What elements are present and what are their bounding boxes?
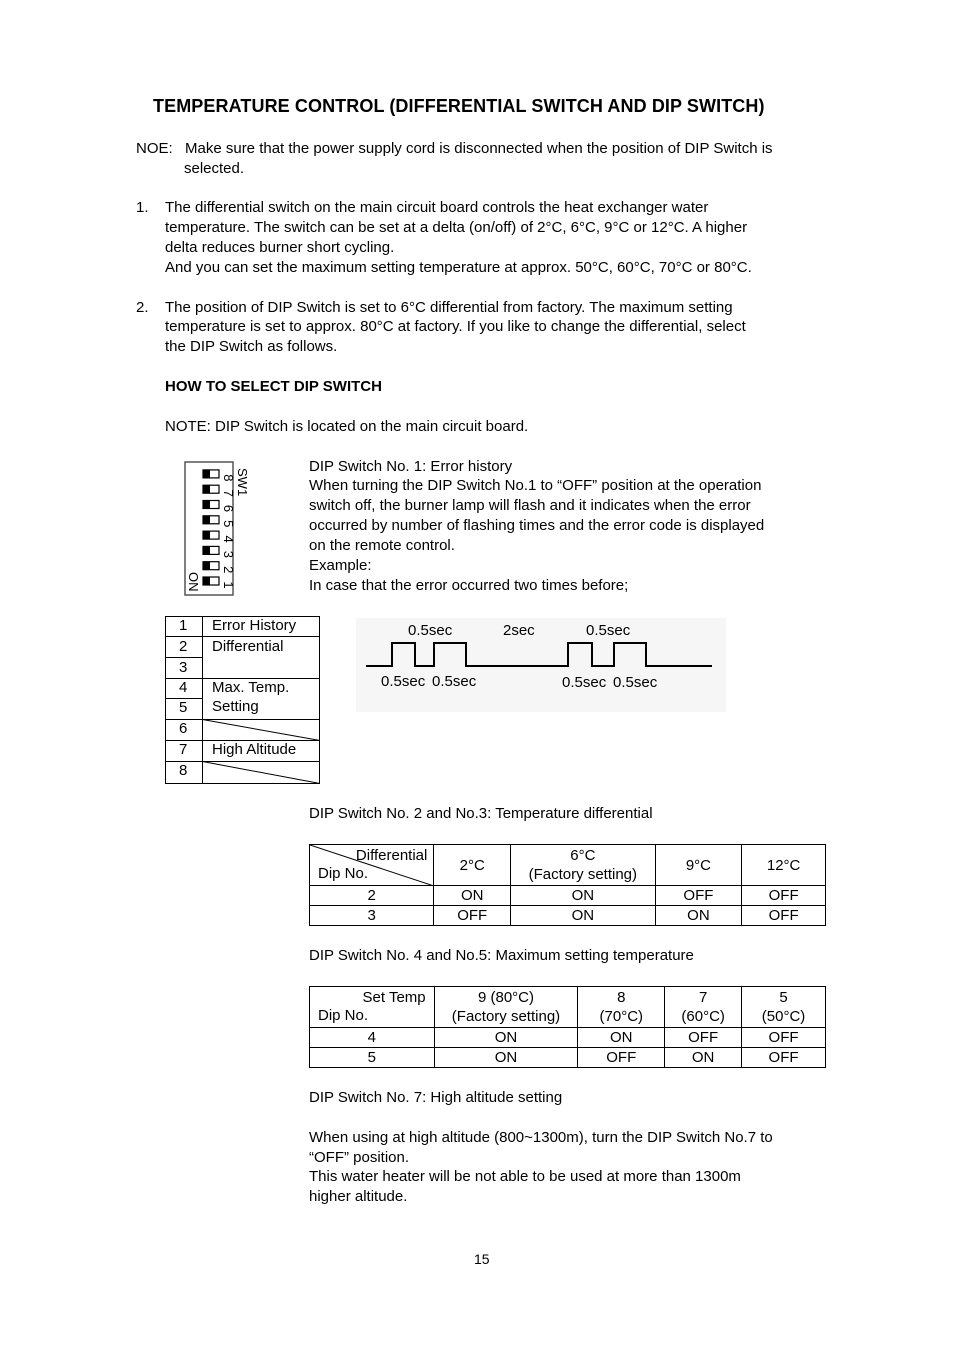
table-cell: OFF — [742, 1028, 826, 1048]
corner-cell — [310, 845, 434, 886]
table-cell: OFF — [742, 906, 826, 926]
note-text-line: selected. — [184, 160, 245, 177]
dip-switch-knob — [203, 470, 210, 478]
corner-header: Set Temp — [362, 989, 426, 1006]
function-number: 8 — [179, 762, 188, 779]
dip-switch-knob — [203, 516, 210, 524]
paragraph-line: the DIP Switch as follows. — [165, 338, 338, 355]
timing-label: 0.5sec — [432, 673, 477, 690]
table-cell: ON — [665, 1048, 742, 1068]
paragraph-line: When using at high altitude (800~1300m), turn the DIP Switch No.7 to — [309, 1129, 773, 1146]
page-number: 15 — [474, 1251, 490, 1267]
dip-switch-knob — [203, 501, 210, 509]
paragraph-line: And you can set the maximum setting temperature at approx. 50°C, 60°C, 70°C or 80°C. — [165, 259, 752, 276]
dip-number-cell: 5 — [310, 1048, 435, 1068]
paragraph-line: occurred by number of flashing times and the error code is displayed — [309, 517, 765, 534]
paragraph-line: The differential switch on the main circuit board controls the heat exchanger water — [165, 199, 709, 216]
page-title: TEMPERATURE CONTROL (DIFFERENTIAL SWITCH AND DIP SWITCH) — [153, 96, 765, 116]
function-label: High Altitude — [212, 741, 297, 758]
column-header: 5 (50°C) — [742, 987, 826, 1028]
paragraph-line: Example: — [309, 557, 372, 574]
timing-label: 0.5sec — [408, 622, 453, 639]
dip-switch-knob — [203, 485, 210, 493]
on-label: ON — [186, 572, 201, 592]
table-cell: ON — [511, 886, 656, 906]
table-cell: ON — [655, 906, 742, 926]
column-header: 2°C — [434, 845, 511, 886]
paragraph-line: on the remote control. — [309, 537, 455, 554]
table-cell: OFF — [578, 1048, 665, 1068]
column-header: 8 (70°C) — [578, 987, 665, 1028]
max-temp-heading: DIP Switch No. 4 and No.5: Maximum setting temperature — [309, 947, 694, 964]
function-number: 6 — [179, 720, 188, 737]
table-row — [310, 906, 826, 926]
paragraph-line: When turning the DIP Switch No.1 to “OFF” position at the operation — [309, 477, 762, 494]
table-cell: ON — [434, 1028, 578, 1048]
dip-switch-number: 2 — [221, 566, 236, 574]
paragraph-line: delta reduces burner short cycling. — [165, 239, 395, 256]
function-number: 7 — [179, 741, 188, 758]
corner-cell — [310, 987, 435, 1028]
paragraph-line: The position of DIP Switch is set to 6°C differential from factory. The maximum setting — [165, 299, 733, 316]
function-number: 3 — [179, 659, 188, 676]
note-label: NOE: — [136, 140, 173, 157]
dip-switch-knob — [203, 546, 210, 554]
column-header: 12°C — [742, 845, 826, 886]
function-label: Setting — [212, 698, 259, 715]
sw1-label: SW1 — [235, 468, 250, 497]
differential-heading: DIP Switch No. 2 and No.3: Temperature differential — [309, 805, 653, 822]
table-cell: OFF — [742, 1048, 826, 1068]
paragraph-line: higher altitude. — [309, 1188, 408, 1205]
dip-switch-number: 7 — [221, 489, 236, 497]
dip-number-cell: 3 — [310, 906, 434, 926]
column-header: 9 (80°C) (Factory setting) — [434, 987, 578, 1028]
table-cell: OFF — [665, 1028, 742, 1048]
item-number: 2. — [136, 299, 149, 316]
paragraph-line: In case that the error occurred two times before; — [309, 577, 629, 594]
flash-timing-diagram — [356, 618, 726, 712]
dip-switch-number: 3 — [221, 550, 236, 559]
paragraph-line: switch off, the burner lamp will flash and it indicates when the error — [309, 497, 751, 514]
table-row — [310, 1048, 826, 1068]
timing-label: 2sec — [503, 622, 535, 639]
paragraph-line: This water heater will be not able to be used at more than 1300m — [309, 1168, 741, 1185]
corner-header: Differential — [355, 847, 428, 864]
function-label: Differential — [212, 638, 284, 655]
unused-slash — [203, 762, 321, 784]
column-header: 9°C — [655, 845, 742, 886]
paragraph-line: “OFF” position. — [309, 1149, 410, 1166]
note-text-line: Make sure that the power supply cord is disconnected when the position of DIP Switch is — [185, 140, 773, 157]
column-header: 7 (60°C) — [665, 987, 742, 1028]
table-cell: OFF — [655, 886, 742, 906]
timing-label: 0.5sec — [381, 673, 426, 690]
function-number: 4 — [179, 679, 188, 696]
dip-location-note: NOTE: DIP Switch is located on the main circuit board. — [165, 418, 529, 435]
corner-row-label: Dip No. — [318, 865, 369, 882]
item-number: 1. — [136, 199, 149, 216]
dip-number-cell: 2 — [310, 886, 434, 906]
timing-label: 0.5sec — [613, 674, 658, 691]
dip-switch-number: 5 — [221, 520, 236, 528]
error-history-heading: DIP Switch No. 1: Error history — [309, 458, 513, 475]
table-row — [310, 1028, 826, 1048]
dip-switch-number: 8 — [221, 474, 236, 482]
dip-switch-knob — [203, 562, 210, 570]
table-cell: ON — [434, 1048, 578, 1068]
column-header: 6°C (Factory setting) — [511, 845, 656, 886]
dip-switch-number: 6 — [221, 504, 236, 513]
table-row — [310, 886, 826, 906]
unused-slash — [203, 720, 321, 741]
differential-table — [309, 844, 826, 926]
dip-switch-number: 4 — [221, 535, 236, 543]
section-heading: HOW TO SELECT DIP SWITCH — [165, 378, 382, 395]
dip-switch-knob — [203, 531, 210, 539]
altitude-heading: DIP Switch No. 7: High altitude setting — [309, 1089, 563, 1106]
dip-number-cell: 4 — [310, 1028, 435, 1048]
paragraph-line: temperature is set to approx. 80°C at factory. If you like to change the differential, select — [165, 318, 746, 335]
corner-row-label: Dip No. — [318, 1007, 369, 1024]
function-number: 5 — [179, 699, 188, 716]
function-number: 1 — [179, 617, 188, 634]
function-label: Error History — [212, 617, 297, 634]
table-cell: ON — [434, 886, 511, 906]
table-cell: ON — [578, 1028, 665, 1048]
paragraph-line: temperature. The switch can be set at a delta (on/off) of 2°C, 6°C, 9°C or 12°C. A higher — [165, 219, 748, 236]
table-cell: ON — [511, 906, 656, 926]
function-label: Max. Temp. — [212, 679, 290, 696]
dip-switch-number: 1 — [221, 581, 236, 589]
function-number: 2 — [179, 638, 188, 655]
table-cell: OFF — [742, 886, 826, 906]
table-cell: OFF — [434, 906, 511, 926]
dip-switch-knob — [203, 577, 210, 585]
dip-switch-figure — [184, 460, 254, 598]
timing-label: 0.5sec — [586, 622, 631, 639]
max-temp-table — [309, 986, 826, 1068]
timing-label: 0.5sec — [562, 674, 607, 691]
